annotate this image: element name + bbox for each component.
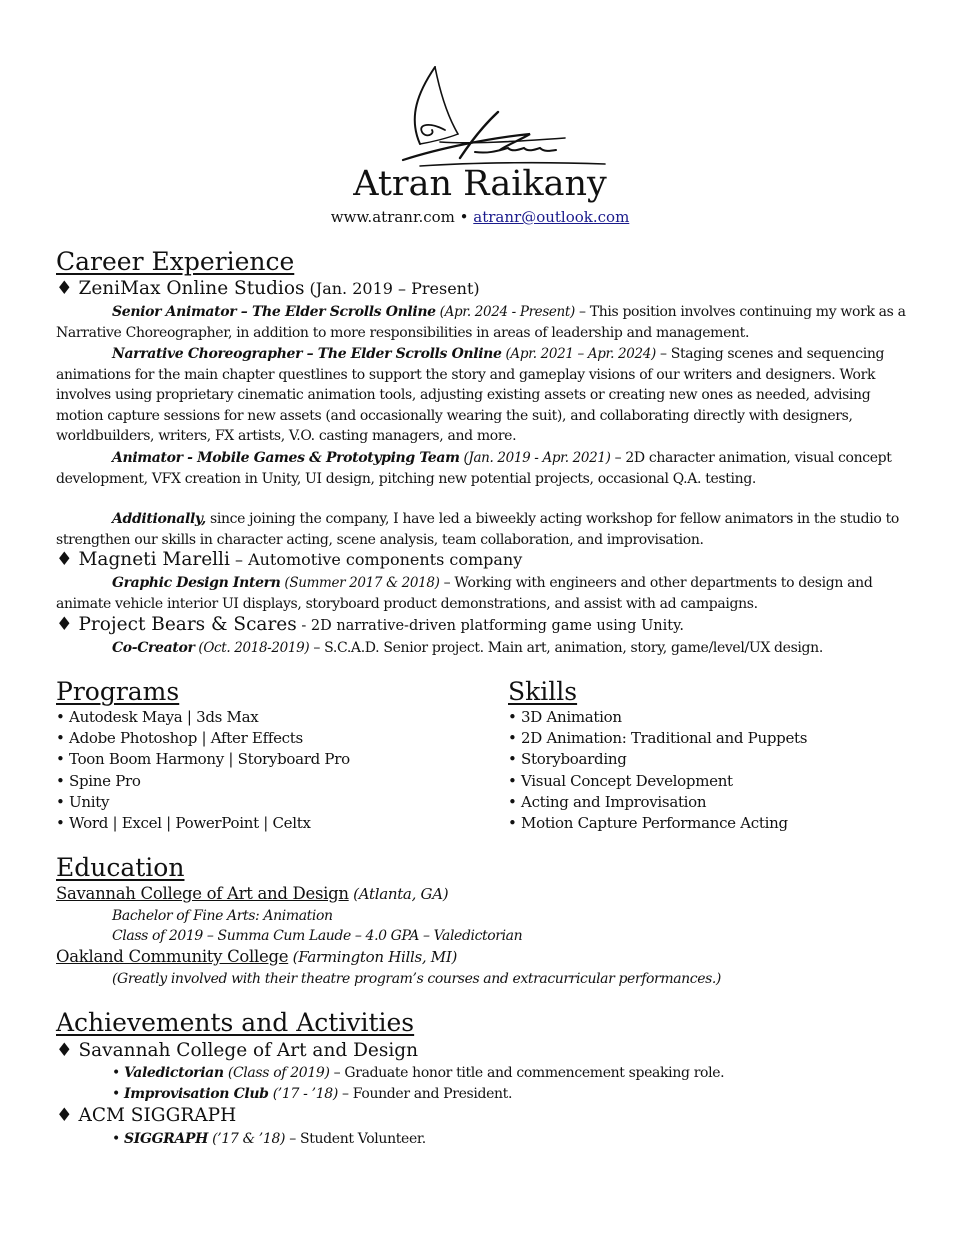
achievement-date: (’17 - ’18): [268, 1086, 338, 1102]
role-dates: (Jan. 2019 - Apr. 2021): [459, 450, 611, 466]
bullet: •: [112, 1131, 125, 1147]
skill-item: • Visual Concept Development: [508, 771, 807, 792]
achievement-title: Valedictorian: [124, 1065, 224, 1081]
company-magneti-marelli: [56, 548, 522, 572]
school-location: (Farmington Hills, MI): [288, 948, 458, 966]
achievement-item: [112, 1063, 724, 1084]
company-zenimax: [56, 277, 480, 301]
achievement-title: SIGGRAPH: [124, 1131, 209, 1147]
skill-item: • 3D Animation: [508, 707, 807, 728]
education-heading: Education: [56, 853, 185, 882]
programs-heading: Programs: [56, 677, 180, 706]
achievement-description: – Graduate honor title and commencement speaking role.: [329, 1065, 725, 1081]
company-description: - 2D narrative-driven platforming game using Unity.: [296, 618, 684, 634]
honors: Class of 2019 – Summa Cum Laude – 4.0 GPA – Valedictorian: [112, 928, 523, 944]
achievement-item: [112, 1129, 426, 1150]
role-title: Senior Animator – The Elder Scrolls Online: [112, 304, 436, 320]
program-item: • Toon Boom Harmony | Storyboard Pro: [56, 749, 350, 770]
degree: Bachelor of Fine Arts: Animation: [112, 908, 333, 924]
candidate-name: Atran Raikany: [353, 164, 607, 204]
company-dates: (Jan. 2019 – Present): [304, 279, 480, 298]
company-name: ♦ Project Bears & Scares: [56, 614, 297, 635]
program-item: • Spine Pro: [56, 771, 350, 792]
role-description: – Working with engineers and other departments to design and animate vehicle interior UI displays, storyboard product demonstrations, and assist with ad campaigns.: [56, 575, 873, 612]
program-item: • Unity: [56, 792, 350, 813]
program-item: • Word | Excel | PowerPoint | Celtx: [56, 813, 350, 834]
skill-item: • Storyboarding: [508, 749, 807, 770]
role-narrative-choreographer: [56, 344, 906, 447]
achievement-org-siggraph: ♦ ACM SIGGRAPH: [56, 1105, 237, 1126]
achievements-heading: Achievements and Activities: [56, 1008, 415, 1037]
company-name: ♦ Magneti Marelli: [56, 549, 230, 570]
skill-item: • Motion Capture Performance Acting: [508, 813, 807, 834]
achievement-date: (Class of 2019): [223, 1065, 330, 1081]
school-note: (Greatly involved with their theatre program’s courses and extracurricular performances.): [112, 971, 721, 987]
role-senior-animator: [56, 302, 906, 343]
role-additionally: [56, 509, 906, 550]
role-dates: (Summer 2017 & 2018): [280, 575, 440, 591]
bullet: •: [112, 1086, 125, 1102]
skill-item: • 2D Animation: Traditional and Puppets: [508, 728, 807, 749]
role-co-creator: [112, 638, 823, 659]
role-graphic-design-intern: [56, 573, 906, 614]
skills-list: [508, 707, 807, 834]
role-dates: (Apr. 2021 – Apr. 2024): [501, 346, 656, 362]
career-experience-heading: Career Experience: [56, 247, 295, 276]
program-item: • Adobe Photoshop | After Effects: [56, 728, 350, 749]
school-oakland: [56, 946, 457, 968]
role-description: – 2D character animation, visual concept development, VFX creation in Unity, UI design, pitching new potential projects, occasional Q.A. testing.: [56, 450, 892, 487]
achievement-description: – Student Volunteer.: [285, 1131, 426, 1147]
company-name: ♦ ZeniMax Online Studios: [56, 278, 305, 299]
skills-heading: Skills: [508, 677, 578, 706]
sailboat-signature-logo-icon: [400, 62, 610, 172]
role-title: Narrative Choreographer – The Elder Scrolls Online: [112, 346, 502, 362]
website-link[interactable]: www.atranr.com: [330, 208, 455, 226]
role-description: since joining the company, I have led a biweekly acting workshop for fellow animators in the studio to strengthen our skills in character acting, scene analysis, team collaboration, and improvisation.: [56, 511, 899, 548]
role-title: Co-Creator: [112, 640, 195, 656]
program-item: • Autodesk Maya | 3ds Max: [56, 707, 350, 728]
company-project-bears-scares: [56, 613, 684, 638]
contact-separator: •: [454, 208, 474, 226]
role-title: Animator - Mobile Games & Prototyping Team: [112, 450, 460, 466]
achievement-date: (’17 & ’18): [208, 1131, 286, 1147]
skill-item: • Acting and Improvisation: [508, 792, 807, 813]
role-description: – S.C.A.D. Senior project. Main art, animation, story, game/level/UX design.: [309, 640, 823, 656]
achievement-description: – Founder and President.: [337, 1086, 513, 1102]
role-description: – This position involves continuing my work as a Narrative Choreographer, in addition to more responsibilities in areas of leadership and management.: [56, 304, 906, 341]
programs-list: [56, 707, 350, 834]
bullet: •: [112, 1065, 125, 1081]
school-location: (Atlanta, GA): [348, 885, 449, 903]
role-animator-mobile: [56, 448, 906, 489]
role-description: – Staging scenes and sequencing animations for the main chapter questlines to support the story and gameplay visions of our writers and designers. Work involves using proprietary cinematic animation tools, adjusting existing assets or creating new ones as needed, advising motion capture sessions for new assets (and occasionally wearing the suit), and collaborating directly with designers, worldbuilders, writers, FX artists, V.O. casting managers, and more.: [56, 346, 885, 444]
contact-line: [0, 206, 960, 228]
school-name: Savannah College of Art and Design: [56, 884, 349, 903]
school-scad: [56, 883, 448, 905]
role-title: Additionally,: [112, 511, 206, 527]
company-description: – Automotive components company: [229, 550, 523, 569]
role-title: Graphic Design Intern: [112, 575, 281, 591]
school-name: Oakland Community College: [56, 947, 289, 966]
achievement-title: Improvisation Club: [124, 1086, 269, 1102]
role-dates: (Oct. 2018-2019): [194, 640, 310, 656]
achievement-org-scad: ♦ Savannah College of Art and Design: [56, 1040, 419, 1061]
achievement-item: [112, 1084, 512, 1105]
email-link[interactable]: atranr@outlook.com: [473, 208, 630, 226]
role-dates: (Apr. 2024 - Present): [435, 304, 575, 320]
